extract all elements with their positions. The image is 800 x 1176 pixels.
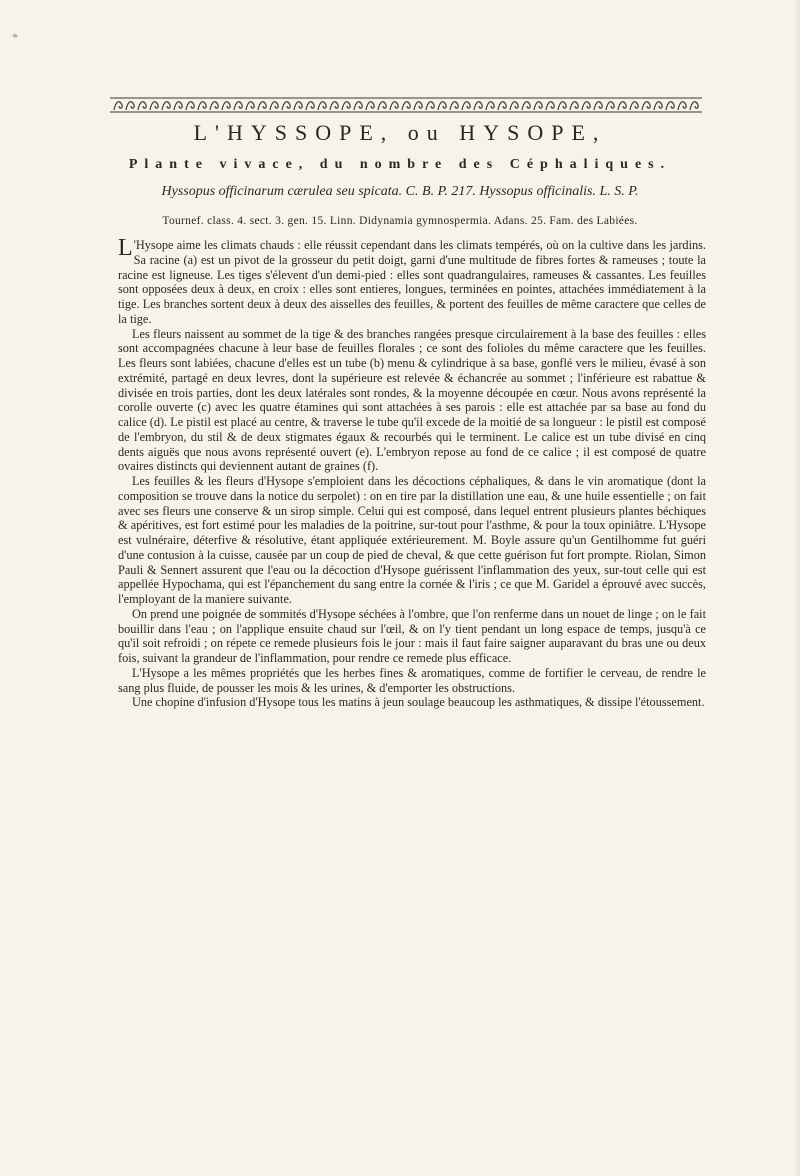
page-title: L'HYSSOPE, ou HYSOPE, [193, 120, 607, 145]
paragraph-1: L 'Hysope aime les climats chauds : elle réussit cependant dans les climats tempérés, où on la cultive dans les jardins. Sa racine (a) est un pivot de la grosseur du petit doigt, garni d'une multitude de fibres fortes & rameuses ; toute la racine est ligneuse. Les tiges s'élevent d'un demi-pied : elles sont quadrangulaires, rameuses & cassantes. Les feuilles sont opposées deux à deux, en croix : elles sont entieres, longues, terminées en pointes, attachées immédiatement à la tige. Les branches sortent deux à deux des aisselles des feuilles, & portent des feuilles de même caractere que celles de la tige. [118, 235, 706, 326]
plant-subtitle: Plante vivace, du nombre des Céphaliques. [128, 157, 672, 172]
paper-edge [794, 0, 800, 1176]
body-text [118, 235, 706, 710]
ornament-border [110, 97, 702, 113]
drop-cap: L [118, 235, 133, 261]
paragraph-6: Une chopine d'infusion d'Hysope tous les matins à jeun soulage beaucoup les asthmatiques, & dissipe l'étoussement. [132, 695, 705, 710]
paragraph-2: Les fleurs naissent au sommet de la tige & des branches rangées presque circulairement à la base des feuilles : elles sont accompagnées chacune à leur base de feuilles florales ; ce sont des folioles du même caractere que les feuilles. Les fleurs sont labiées, chacune d'elles est un tube (b) menu & cylindrique à sa base, gonflé vers le milieu, évasé à son extrémité, partagé en deux levres, dont la supérieure est relevée & échancrée au sommet ; l'inférieure est rabattue & divisée en trois parties, dont les deux latérales sont rondes, & la moyenne découpée en cœur. Nous avons représenté la corolle ouverte (c) avec les quatre étamines qui sont attachées à ses parois : elle est attachée par sa base au fond du calice (d). Le pistil est placé au centre, & traverse le tube qu'il excede de la moitié de sa longueur : le pistil est composé de l'embryon, du stil & de deux stigmates égaux & recourbés qui le terminent. Le calice est un tube divisé en cinq dents aiguës que nous avons représenté ouvert (e). L'embryon repose au fond de ce calice ; il est composé de quatre ovaires distincts qui deviennent autant de graines (f). [118, 326, 706, 474]
corner-mark: * [12, 30, 18, 44]
paragraph-5: L'Hysope a les mêmes propriétés que les herbes fines & aromatiques, comme de fortifier le cerveau, de rendre le sang plus fluide, de pousser les mois & les urines, & d'emporter les obstructions. [118, 665, 706, 695]
latin-synonyms: Hyssopus officinarum cærulea seu spicata. C. B. P. 217. Hyssopus officinalis. L. S. P. [161, 184, 639, 199]
paragraph-4: On prend une poignée de sommités d'Hysope séchées à l'ombre, que l'on renferme dans un nouet de linge ; on le fait bouillir dans l'eau ; on l'applique ensuite chaud sur l'œil, & on l'y tient pendant un long espace de temps, jusqu'à ce qu'il soit refroidi ; on répete ce remede plusieurs fois le jour : mais il faut faire saigner auparavant du bras une ou deux fois, suivant la grandeur de l'inflammation, pour rendre ce remede plus efficace. [118, 606, 706, 665]
classification-line: Tournef. class. 4. sect. 3. gen. 15. Linn. Didynamia gymnospermia. Adans. 25. Fam. des Labiées. [162, 215, 638, 227]
paragraph-3: Les feuilles & les fleurs d'Hysope s'emploient dans les décoctions céphaliques, & dans le vin aromatique (dont la composition se trouve dans la notice du serpolet) : on en tire par la distillation une eau, & une huile essentielle ; on fait avec ses fleurs une conserve & un sirop simple. Celui qui est composé, dans lequel entrent plusieurs plantes béchiques & apéritives, est fort estimé pour les maladies de la poitrine, sur-tout pour l'asthme, & pour la toux opiniâtre. L'Hysope est vulnéraire, déterfive & résolutive, étant appliquée extérieurement. M. Boyle assure qu'un Gentilhomme fut guéri d'une contusion à la cuisse, causée par un coup de pied de cheval, & que cette guérison fut fort prompte. Riolan, Simon Pauli & Sennert assurent que l'eau ou la décoction d'Hysope guérissent l'inflammation des yeux, sur-tout celle qui est appellée Hypochama, qui est l'épanchement du sang entre la cornée & l'iris ; ce que M. Garidel a éprouvé avec succès, l'employant de la maniere suivante. [118, 474, 706, 606]
